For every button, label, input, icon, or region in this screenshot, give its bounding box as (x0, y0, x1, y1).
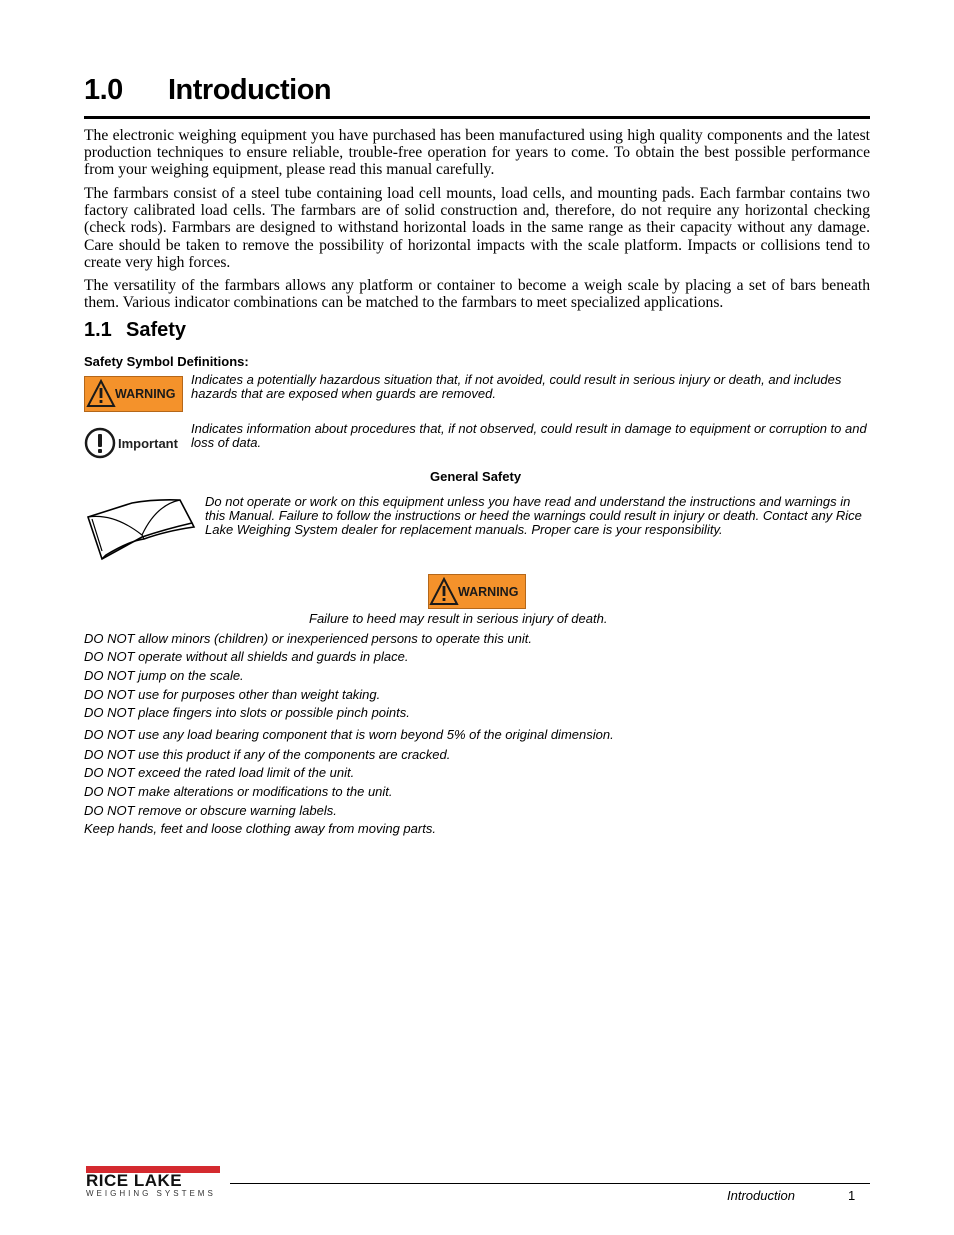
logo-subtext: WEIGHING SYSTEMS (86, 1189, 216, 1198)
footer-page-number: 1 (848, 1188, 856, 1203)
safety-rule: DO NOT place fingers into slots or possible pinch points. (84, 705, 410, 720)
safety-rule: DO NOT make alterations or modifications to the unit. (84, 784, 393, 799)
symbol-definitions-heading: Safety Symbol Definitions: (84, 354, 249, 369)
important-label: Important (118, 435, 178, 451)
intro-paragraph-1: The electronic weighing equipment you have purchased has been manufactured using high quality components and the latest production techniques to ensure reliable, trouble-free operation for years to come. To obtain the best possible performance from your weighing equipment, please read this manual carefully. (84, 127, 870, 179)
safety-rule: Keep hands, feet and loose clothing away from moving parts. (84, 821, 436, 836)
exclamation-circle-icon (84, 427, 116, 459)
heading-title: Introduction (168, 74, 332, 106)
warning-badge-2 (428, 574, 526, 609)
safety-rule: DO NOT allow minors (children) or inexperienced persons to operate this unit. (84, 631, 532, 646)
safety-rule: DO NOT operate without all shields and guards in place. (84, 649, 409, 664)
general-safety-heading: General Safety (430, 469, 522, 484)
footer-section-name: Introduction (727, 1188, 795, 1203)
safety-heading-number: 1.1 (84, 319, 112, 341)
footer-rule (230, 1183, 870, 1184)
logo-text: RICE LAKE (86, 1171, 183, 1190)
warning-triangle-icon (86, 379, 116, 409)
safety-rule: DO NOT use this product if any of the components are cracked. (84, 747, 451, 762)
heading-number: 1.0 (84, 74, 123, 106)
intro-paragraph-2: The farmbars consist of a steel tube containing load cell mounts, load cells, and mounting pads. Each farmbar contains two factory calibrated load cells. The farmbars are of solid construction and, therefore, do not require any horizontal checking (check rods). Farmbars are designed to withstand horizontal loads in the same range as their capacity without any damage. Care should be taken to remove the possibility of horizontal impacts with the scale platform. Impacts or collisions tend to create very high forces. (84, 185, 870, 271)
warning-label: WARNING (115, 387, 176, 401)
warning-triangle-icon (429, 577, 459, 607)
safety-rule: DO NOT remove or obscure warning labels. (84, 803, 337, 818)
safety-rule: DO NOT jump on the scale. (84, 668, 244, 683)
safety-rule: DO NOT exceed the rated load limit of the unit. (84, 765, 355, 780)
page-heading (84, 72, 870, 119)
important-badge (84, 426, 184, 460)
warning-badge (84, 376, 183, 412)
intro-paragraph-3: The versatility of the farmbars allows any platform or container to become a weigh scale by placing a set of bars beneath them. Various indicator combinations can be matched to the farmbars to meet specialized applications. (84, 277, 870, 312)
warning-label-2: WARNING (458, 584, 519, 599)
general-safety-text: Do not operate or work on this equipment unless you have read and understand the instructions and warnings in this Manual. Failure to follow the instructions or heed the warnings could result in injury or death. Contact any Rice Lake Weighing System dealer for replacement manuals. Proper care is your responsibility. (205, 494, 862, 537)
rice-lake-logo (86, 1166, 220, 1202)
safety-heading-title: Safety (126, 319, 187, 341)
open-book-icon (84, 495, 196, 561)
safety-rule: DO NOT use for purposes other than weight taking. (84, 687, 381, 702)
safety-rule: DO NOT use any load bearing component that is worn beyond 5% of the original dimension. (84, 727, 614, 742)
important-definition: Indicates information about procedures that, if not observed, could result in damage to equipment or corruption to and loss of data. (191, 421, 867, 450)
warning-definition: Indicates a potentially hazardous situation that, if not avoided, could result in serious injury or death, and includes hazards that are exposed when guards are removed. (191, 372, 842, 401)
safety-heading (84, 319, 187, 342)
warning-caption: Failure to heed may result in serious injury of death. (309, 611, 608, 626)
